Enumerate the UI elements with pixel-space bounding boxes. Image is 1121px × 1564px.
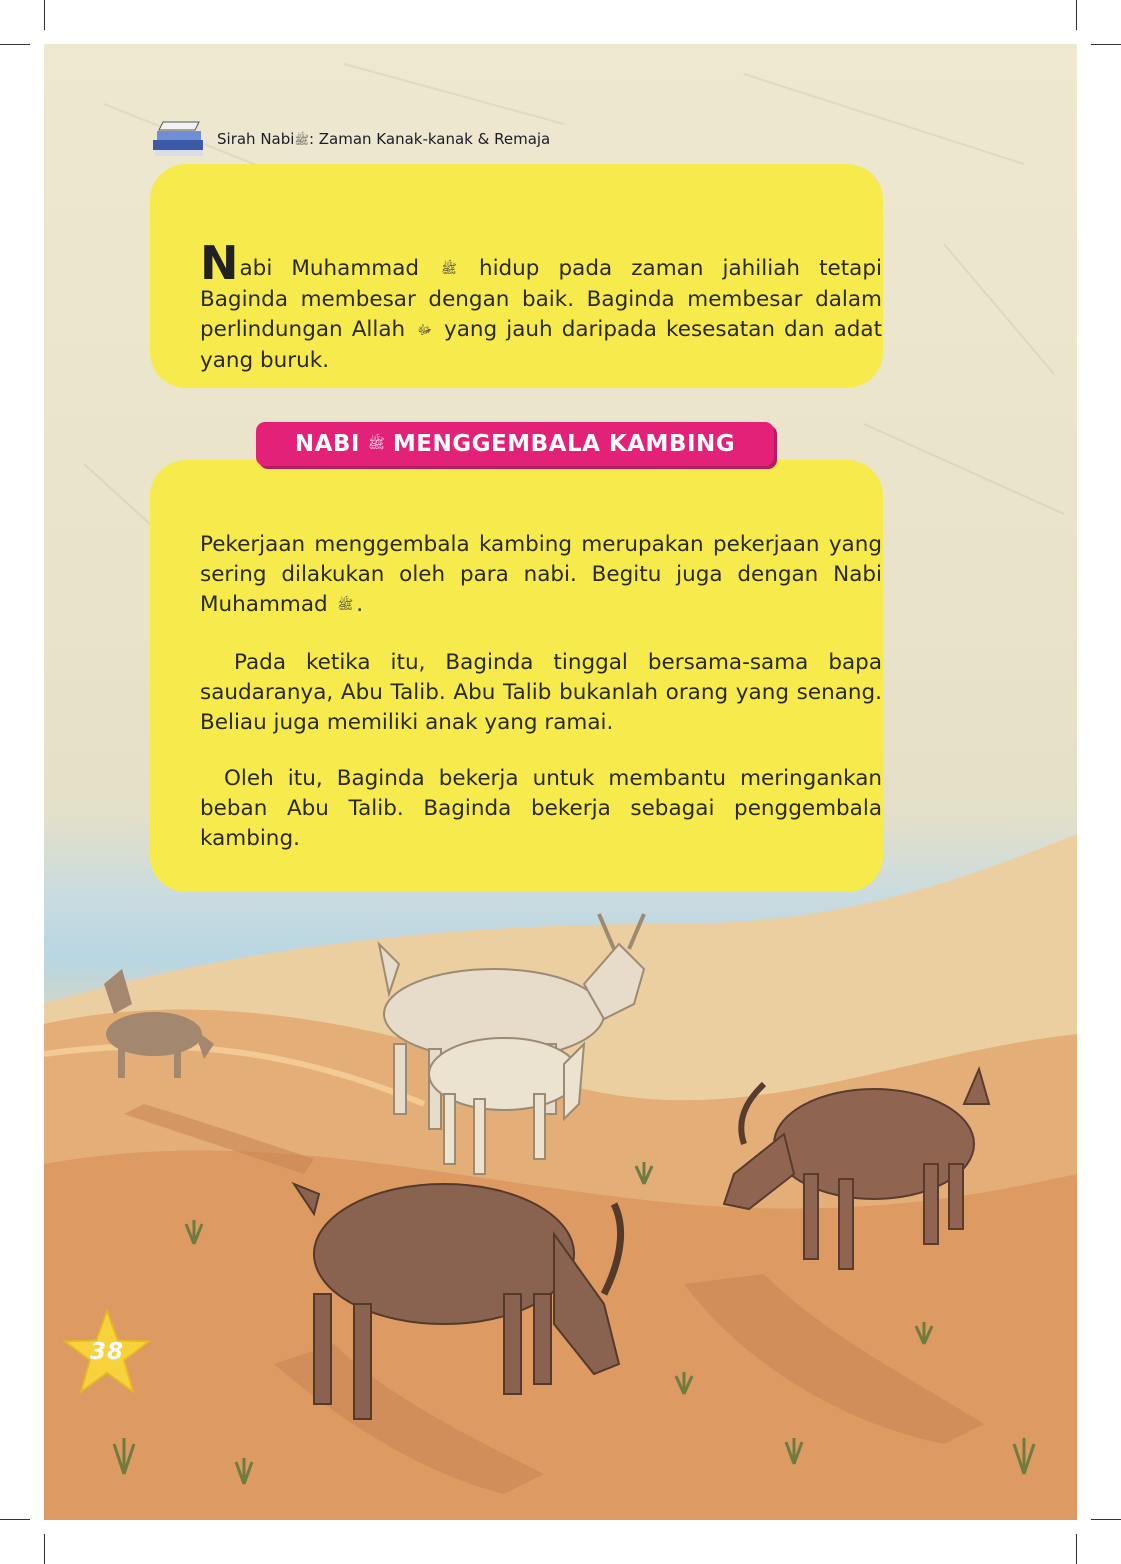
crop-mark (1091, 44, 1121, 45)
running-header (149, 120, 569, 160)
swt-honorific: ﷻ (417, 323, 432, 338)
crop-mark (0, 1519, 30, 1520)
story-paragraph-3: Oleh itu, Baginda bekerja untuk membantu meringankan beban Abu Talib. Baginda bekerja sebagai penggembala kambing. (200, 766, 882, 851)
book-title: Sirah Nabiﷺ: Zaman Kanak-kanak & Remaja (217, 130, 551, 148)
drop-cap: N (200, 236, 239, 290)
pbuh-honorific: ﷺ (294, 133, 309, 147)
section-heading: NABI ﷺ MENGGEMBALA KAMBING (294, 431, 736, 457)
page-number: 38 (89, 1339, 124, 1365)
crop-mark (0, 44, 30, 45)
crop-mark (1091, 1519, 1121, 1520)
crop-mark (1076, 1534, 1077, 1564)
crop-mark (44, 0, 45, 30)
crop-mark (44, 1534, 45, 1564)
intro-paragraph: Nabi Muhammad ﷺ hidup pada zaman jahiliah tetapi Baginda membesar dengan baik. Baginda membesar dalam perlindungan Allah ﷻ yang jauh daripada kesesatan dan adat yang buruk. (200, 236, 882, 373)
story-paragraph-1: Pekerjaan menggembala kambing merupakan pekerjaan yang sering dilakukan oleh para nabi. Begitu juga dengan Nabi Muhammad ﷺ . (200, 530, 882, 621)
pbuh-honorific: ﷺ (337, 598, 354, 613)
sand-dune-front (44, 1151, 1077, 1520)
section-heading-banner (256, 422, 774, 466)
crop-mark (1076, 0, 1077, 30)
story-paragraph-2: Pada ketika itu, Baginda tinggal bersama-sama bapa saudaranya, Abu Talib. Abu Talib bukanlah orang yang senang. Beliau juga memiliki anak yang ramai. (200, 650, 882, 735)
book-stack-icon (149, 120, 209, 160)
pbuh-honorific: ﷺ (367, 436, 385, 452)
pbuh-honorific: ﷺ (441, 262, 457, 277)
